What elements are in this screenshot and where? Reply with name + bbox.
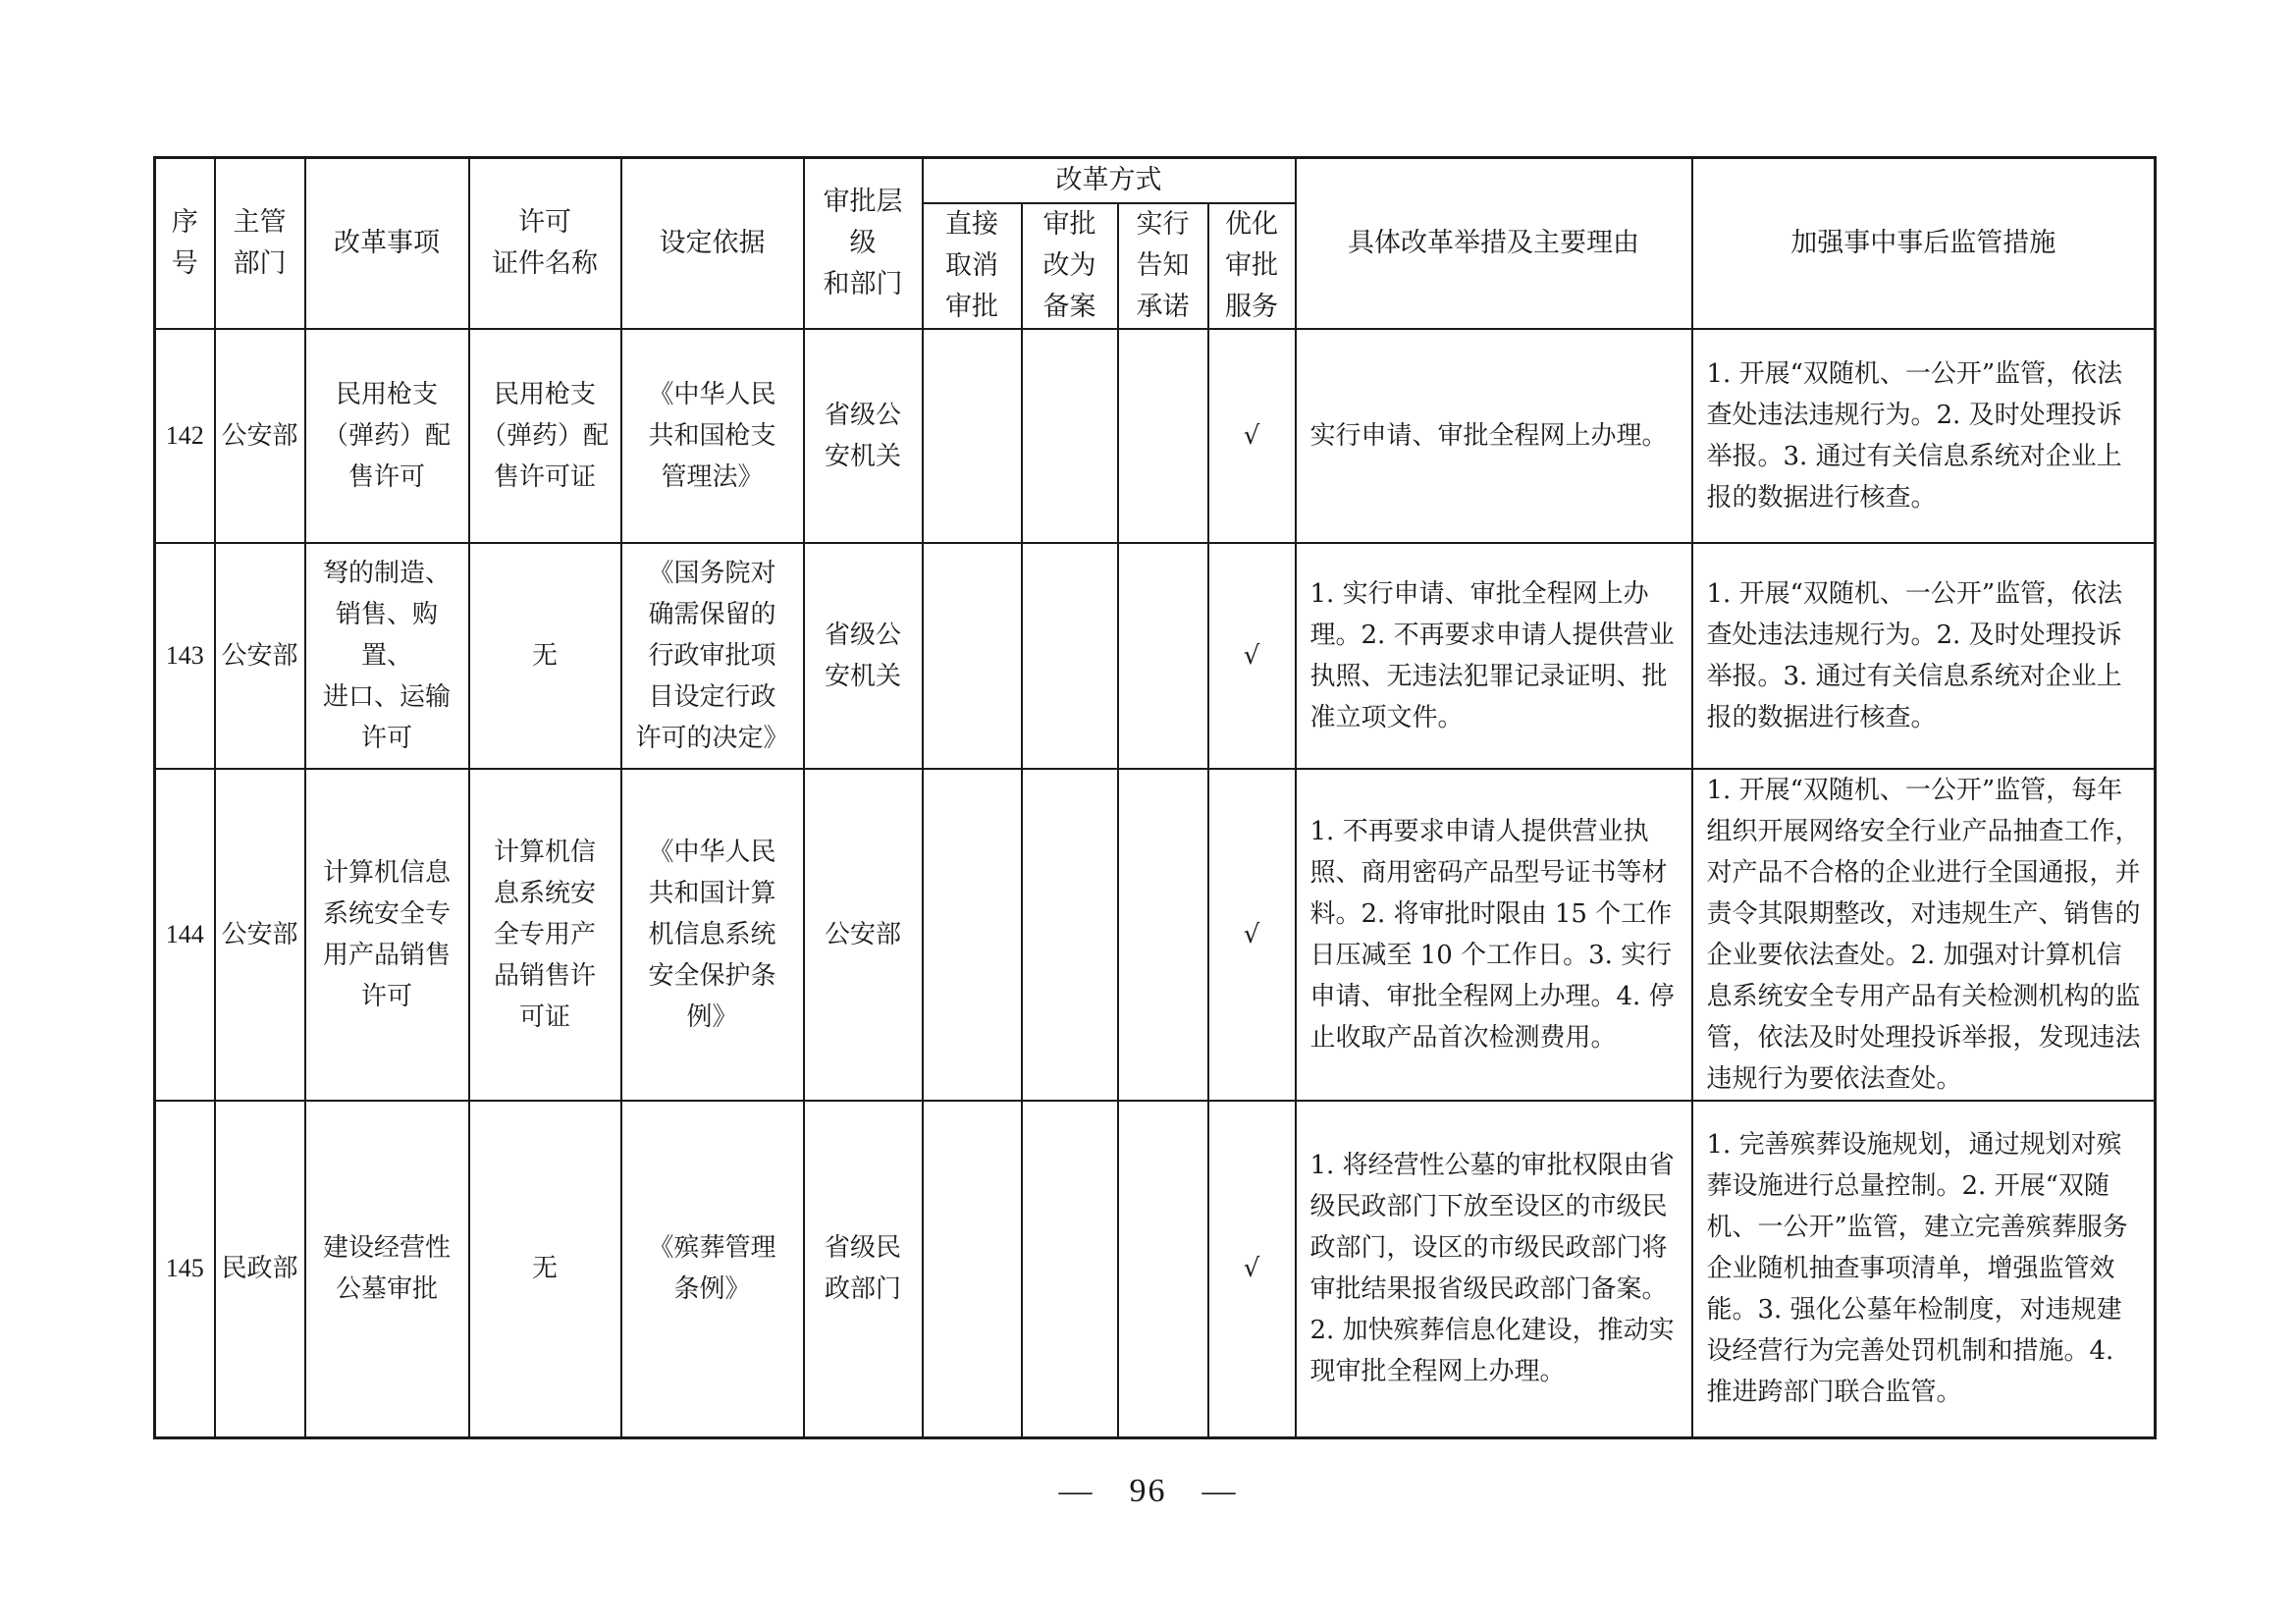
table-header [155, 158, 2156, 329]
cell-mode-optimize: √ [1208, 1101, 1296, 1438]
cell-measures: 1. 将经营性公墓的审批权限由省级民政部门下放至设区的市级民政部门，设区的市级民政部门将审批结果报省级民政部门备案。2. 加快殡葬信息化建设，推动实现审批全程网上办理。 [1296, 1101, 1692, 1438]
cell-seq: 142 [155, 329, 215, 543]
cell-mode-cancel [923, 329, 1022, 543]
cell-mode-record [1022, 769, 1118, 1101]
cell-mode-optimize: √ [1208, 543, 1296, 769]
cell-supervision: 1. 开展“双随机、一公开”监管，每年组织开展网络安全行业产品抽查工作，对产品不合格的企业进行全国通报，并责令其限期整改，对违规生产、销售的企业要依法查处。2. 加强对计算机信息系统安全专用产品有关检测机构的监管，依法及时处理投诉举报，发现违法违规行为要依法查处。 [1692, 769, 2156, 1101]
cell-item: 民用枪支 （弹药）配 售许可 [305, 329, 469, 543]
cell-basis: 《中华人民 共和国枪支 管理法》 [621, 329, 804, 543]
cell-level: 省级公 安机关 [804, 543, 923, 769]
reform-items-table [153, 156, 2157, 1439]
header-dept: 主管 部门 [215, 158, 305, 329]
cell-supervision: 1. 开展“双随机、一公开”监管，依法查处违法违规行为。2. 及时处理投诉举报。3. 通过有关信息系统对企业上报的数据进行核查。 [1692, 543, 2156, 769]
header-mode-promise: 实行 告知 承诺 [1118, 203, 1208, 329]
cell-basis: 《国务院对 确需保留的 行政审批项 目设定行政 许可的决定》 [621, 543, 804, 769]
cell-mode-promise [1118, 329, 1208, 543]
cell-basis: 《中华人民 共和国计算 机信息系统 安全保护条 例》 [621, 769, 804, 1101]
table-row [155, 769, 2156, 1101]
header-license: 许可 证件名称 [469, 158, 621, 329]
cell-measures: 1. 实行申请、审批全程网上办理。2. 不再要求申请人提供营业执照、无违法犯罪记录证明、批准立项文件。 [1296, 543, 1692, 769]
cell-license: 计算机信 息系统安 全专用产 品销售许 可证 [469, 769, 621, 1101]
table-row [155, 543, 2156, 769]
header-supervision: 加强事中事后监管措施 [1692, 158, 2156, 329]
cell-mode-cancel [923, 543, 1022, 769]
cell-level: 省级民 政部门 [804, 1101, 923, 1438]
cell-mode-promise [1118, 543, 1208, 769]
cell-dept: 民政部 [215, 1101, 305, 1438]
table-row [155, 1101, 2156, 1438]
cell-mode-record [1022, 1101, 1118, 1438]
cell-item: 建设经营性 公墓审批 [305, 1101, 469, 1438]
table-body [155, 329, 2156, 1438]
cell-measures: 1. 不再要求申请人提供营业执照、商用密码产品型号证书等材料。2. 将审批时限由 15 个工作日压减至 10 个工作日。3. 实行申请、审批全程网上办理。4. 停止收取产品首次检测费用。 [1296, 769, 1692, 1101]
header-mode-optimize: 优化 审批 服务 [1208, 203, 1296, 329]
cell-level: 省级公 安机关 [804, 329, 923, 543]
cell-seq: 143 [155, 543, 215, 769]
header-mode-cancel: 直接 取消 审批 [923, 203, 1022, 329]
cell-supervision: 1. 完善殡葬设施规划，通过规划对殡葬设施进行总量控制。2. 开展“双随机、一公开”监管，建立完善殡葬服务企业随机抽查事项清单，增强监管效能。3. 强化公墓年检制度，对违规建设经营行为完善处罚机制和措施。4. 推进跨部门联合监管。 [1692, 1101, 2156, 1438]
header-seq: 序 号 [155, 158, 215, 329]
cell-supervision: 1. 开展“双随机、一公开”监管，依法查处违法违规行为。2. 及时处理投诉举报。3. 通过有关信息系统对企业上报的数据进行核查。 [1692, 329, 2156, 543]
page-number: — 96 — [1058, 1473, 1238, 1509]
cell-mode-cancel [923, 1101, 1022, 1438]
cell-seq: 144 [155, 769, 215, 1101]
header-reform-mode: 改革方式 [923, 158, 1296, 203]
cell-mode-optimize: √ [1208, 329, 1296, 543]
header-mode-record: 审批 改为 备案 [1022, 203, 1118, 329]
cell-dept: 公安部 [215, 769, 305, 1101]
cell-license: 无 [469, 1101, 621, 1438]
cell-mode-record [1022, 329, 1118, 543]
cell-measures: 实行申请、审批全程网上办理。 [1296, 329, 1692, 543]
cell-mode-promise [1118, 769, 1208, 1101]
cell-dept: 公安部 [215, 329, 305, 543]
cell-license: 无 [469, 543, 621, 769]
header-measures: 具体改革举措及主要理由 [1296, 158, 1692, 329]
header-basis: 设定依据 [621, 158, 804, 329]
cell-mode-optimize: √ [1208, 769, 1296, 1101]
cell-item: 弩的制造、 销售、购置、 进口、运输 许可 [305, 543, 469, 769]
cell-mode-promise [1118, 1101, 1208, 1438]
cell-dept: 公安部 [215, 543, 305, 769]
cell-mode-cancel [923, 769, 1022, 1101]
header-level: 审批层级 和部门 [804, 158, 923, 329]
table-row [155, 329, 2156, 543]
cell-item: 计算机信息 系统安全专 用产品销售 许可 [305, 769, 469, 1101]
cell-basis: 《殡葬管理 条例》 [621, 1101, 804, 1438]
cell-seq: 145 [155, 1101, 215, 1438]
cell-level: 公安部 [804, 769, 923, 1101]
cell-license: 民用枪支 （弹药）配 售许可证 [469, 329, 621, 543]
cell-mode-record [1022, 543, 1118, 769]
header-item: 改革事项 [305, 158, 469, 329]
